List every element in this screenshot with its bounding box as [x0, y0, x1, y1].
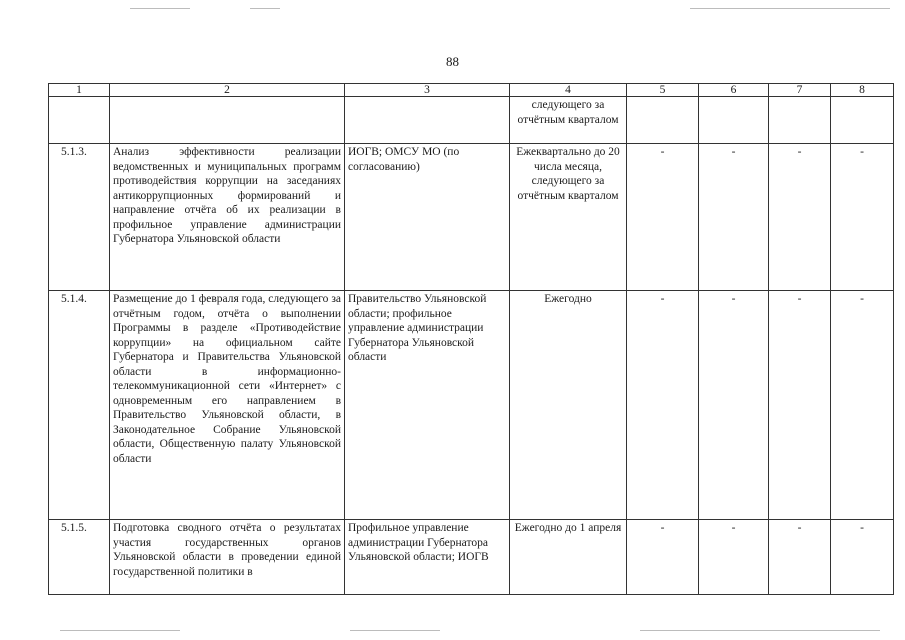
page-number: 88	[446, 54, 459, 69]
col-header-6: 6	[699, 84, 769, 97]
scan-artifacts-top	[0, 6, 905, 14]
funding-cell-6: -	[699, 144, 769, 291]
funding-cell-6: -	[699, 291, 769, 520]
measure-description: Размещение до 1 февраля года, следующего за отчётным годом, отчёта о выполнении Программы в разделе «Противодействие коррупции» на официальном сайте Губернатора и Правительства Ульяновской области в информационно-телекоммуникационной сети «Интернет» с одновременным его направлением в Правительство Ульяновской области, в Законодательное Собрание Ульяновской области, Общественную палату Ульяновской области	[110, 291, 345, 520]
item-number: 5.1.5.	[49, 520, 110, 595]
executor-cell: Профильное управление администрации Губернатора Ульяновской области; ИОГВ	[345, 520, 510, 595]
item-number: 5.1.4.	[49, 291, 110, 520]
term-cell: Ежегодно	[510, 291, 627, 520]
term-cell: Ежеквартально до 20 числа месяца, следующего за отчётным кварталом	[510, 144, 627, 291]
col-header-7: 7	[769, 84, 831, 97]
executor-cell: Правительство Ульяновской области; профильное управление администрации Губернатора Ульяновской области	[345, 291, 510, 520]
item-number: 5.1.3.	[49, 144, 110, 291]
col-header-4: 4	[510, 84, 627, 97]
col-header-2: 2	[110, 84, 345, 97]
funding-cell-8: -	[831, 520, 894, 595]
funding-cell-8: -	[831, 144, 894, 291]
table-row	[49, 520, 894, 595]
col-header-3: 3	[345, 84, 510, 97]
term-cell: Ежегодно до 1 апреля	[510, 520, 627, 595]
table-row	[49, 291, 894, 520]
funding-cell-7: -	[769, 520, 831, 595]
table-row	[49, 144, 894, 291]
measure-description: Анализ эффективности реализации ведомственных и муниципальных программ противодействия коррупции на заседаниях антикоррупционных формирований и направление отчёта об их реализации в профильное управление администрации Губернатора Ульяновской области	[110, 144, 345, 291]
scan-artifacts-bottom	[0, 628, 905, 636]
col-header-5: 5	[627, 84, 699, 97]
funding-cell-7: -	[769, 291, 831, 520]
funding-cell-5: -	[627, 291, 699, 520]
measure-description: Подготовка сводного отчёта о результатах участия государственных органов Ульяновской области в проведении единой государственной политики в	[113, 522, 341, 578]
executor-cell: ИОГВ; ОМСУ МО (по согласованию)	[345, 144, 510, 291]
funding-cell-6: -	[699, 520, 769, 595]
col-header-1: 1	[49, 84, 110, 97]
funding-cell-5: -	[627, 144, 699, 291]
col-header-8: 8	[831, 84, 894, 97]
column-number-header-row	[49, 84, 894, 97]
funding-cell-8: -	[831, 291, 894, 520]
funding-cell-7: -	[769, 144, 831, 291]
funding-cell-5: -	[627, 520, 699, 595]
table-row-continuation	[49, 97, 894, 144]
term-cell: следующего за отчётным кварталом	[510, 97, 627, 144]
measures-table	[48, 83, 894, 595]
